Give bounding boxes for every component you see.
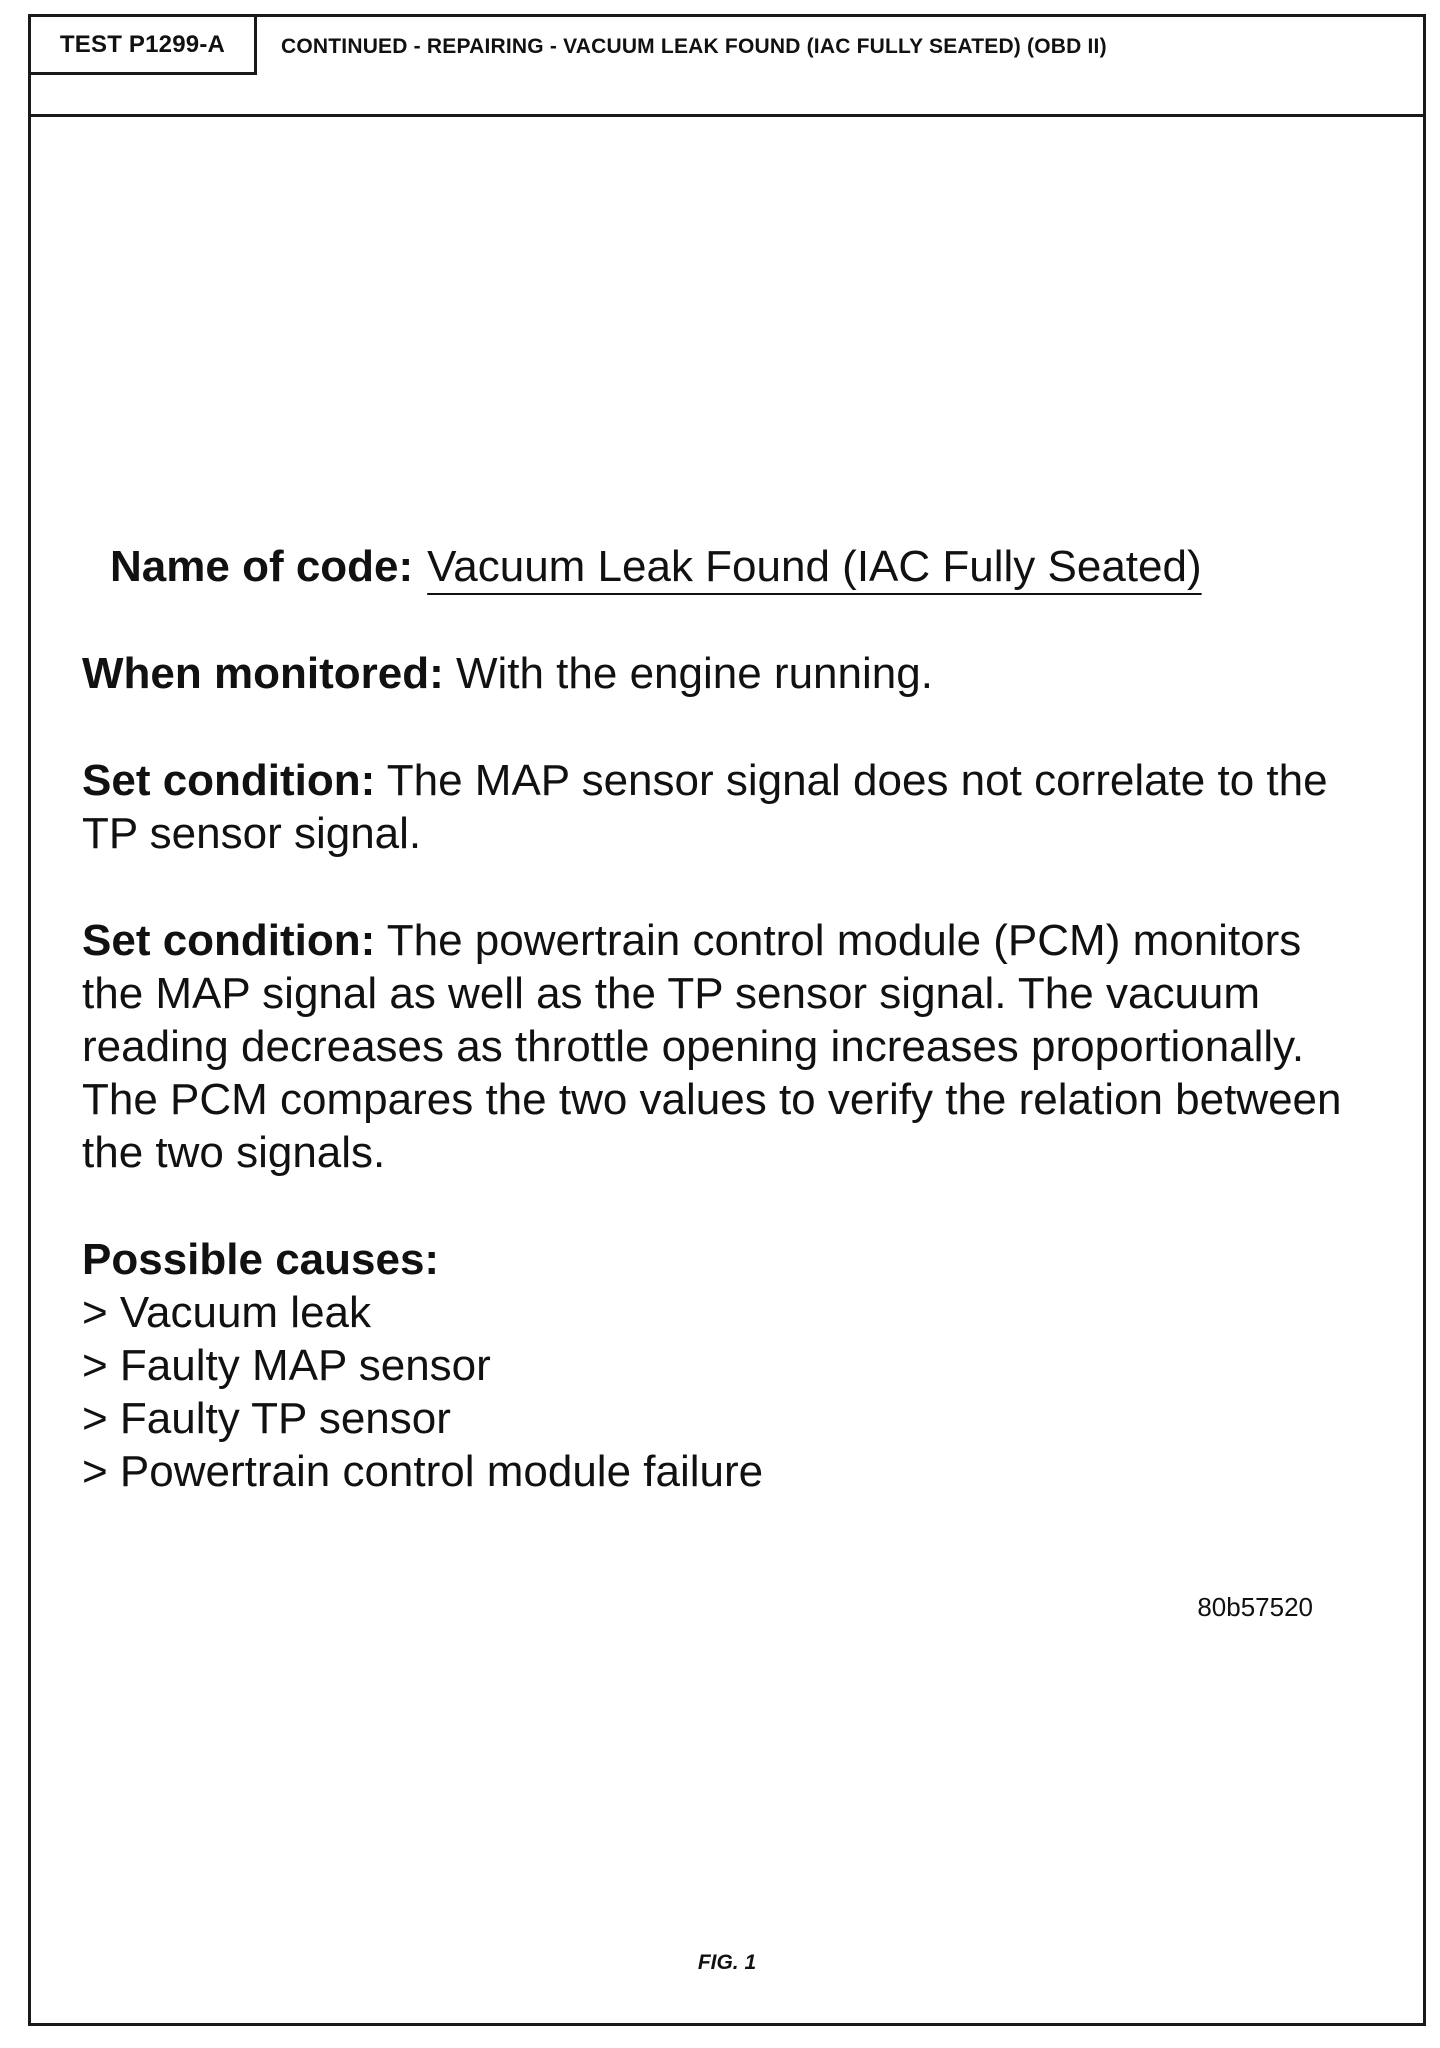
when-monitored	[82, 647, 1342, 700]
code-description	[82, 540, 1342, 1498]
when-monitored-label: When monitored:	[82, 649, 444, 698]
set-condition-1-label: Set condition:	[82, 756, 376, 805]
header-title: CONTINUED - REPAIRING - VACUUM LEAK FOUND (IAC FULLY SEATED) (OBD II)	[281, 35, 1107, 58]
name-of-code	[82, 540, 1342, 593]
set-condition-2	[82, 914, 1342, 1179]
set-condition-2-value: The powertrain control module (PCM) monitors the MAP signal as well as the TP sensor signal. The vacuum reading decreases as throttle opening increases proportionally. The PCM compares the two values to verify the relation between the two signals.	[82, 916, 1342, 1177]
reference-code: 80b57520	[1197, 1592, 1313, 1622]
list-item: > Powertrain control module failure	[82, 1447, 764, 1496]
list-item: > Vacuum leak	[82, 1288, 372, 1337]
possible-causes-label: Possible causes:	[82, 1235, 440, 1284]
page-header	[31, 17, 1423, 117]
name-of-code-label: Name of code:	[110, 542, 414, 591]
list-item: > Faulty MAP sensor	[82, 1341, 491, 1390]
set-condition-2-label: Set condition:	[82, 916, 376, 965]
list-item: > Faulty TP sensor	[82, 1394, 451, 1443]
possible-causes	[82, 1233, 1342, 1498]
when-monitored-value: With the engine running.	[443, 649, 933, 698]
figure-caption: FIG. 1	[697, 1951, 757, 1974]
set-condition-1-value: The MAP sensor signal does not correlate to the TP sensor signal.	[82, 756, 1328, 858]
name-of-code-value: Vacuum Leak Found (IAC Fully Seated)	[427, 542, 1202, 591]
cause-list	[82, 1286, 1342, 1498]
test-id-box: TEST P1299-A	[31, 17, 257, 75]
set-condition-1	[82, 754, 1342, 860]
